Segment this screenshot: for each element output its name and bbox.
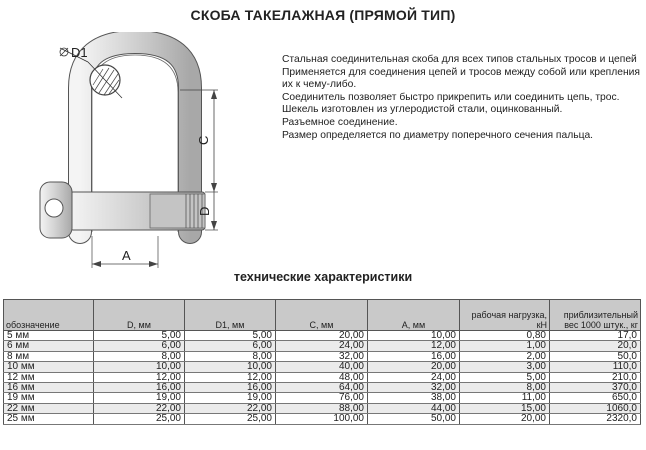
table-cell: 5,00	[185, 331, 276, 341]
table-cell: 38,00	[368, 393, 460, 403]
table-cell: 25,00	[185, 414, 276, 424]
label-a: A	[122, 248, 131, 263]
page-title: СКОБА ТАКЕЛАЖНАЯ (ПРЯМОЙ ТИП)	[190, 7, 456, 23]
table-cell: 16,00	[94, 383, 185, 393]
col-weight: приблизительный вес 1000 штук., кг	[550, 300, 641, 331]
description-line: Стальная соединительная скоба для всех типов стальных тросов и цепей	[282, 54, 637, 65]
label-c: C	[196, 135, 211, 145]
table-cell: 100,00	[276, 414, 368, 424]
table-row	[4, 372, 641, 382]
table-cell: 32,00	[368, 383, 460, 393]
table-cell: 12 мм	[4, 372, 94, 382]
table-title: технические характеристики	[233, 270, 413, 284]
table-cell: 110,0	[550, 362, 641, 372]
table-cell: 12,00	[368, 341, 460, 351]
description-line: Шекель изготовлен из углеродистой стали, оцинкованный.	[282, 104, 563, 116]
pin-eye	[45, 199, 63, 217]
col-working-load: рабочая нагрузка, кН	[460, 300, 550, 331]
table-row	[4, 383, 641, 393]
table-cell: 25 мм	[4, 414, 94, 424]
table-cell: 5 мм	[4, 331, 94, 341]
col-designation: обозначение	[4, 300, 94, 331]
table-cell: 20,00	[460, 414, 550, 424]
table-cell: 76,00	[276, 393, 368, 403]
table-cell: 2320,0	[550, 414, 641, 424]
table-cell: 10 мм	[4, 362, 94, 372]
table-cell: 22,00	[94, 403, 185, 413]
table-row	[4, 403, 641, 413]
table-cell: 1,00	[460, 341, 550, 351]
table-cell: 19,00	[185, 393, 276, 403]
table-cell: 6,00	[185, 341, 276, 351]
table-cell: 22 мм	[4, 403, 94, 413]
col-d: D, мм	[94, 300, 185, 331]
table-cell: 3,00	[460, 362, 550, 372]
table-cell: 15,00	[460, 403, 550, 413]
table-row	[4, 393, 641, 403]
table-cell: 40,00	[276, 362, 368, 372]
table-cell: 17,0	[550, 331, 641, 341]
description-line: Применяется для соединения цепей и тросов между собой или крепления их к чему-либо.	[282, 66, 640, 91]
table-cell: 10,00	[94, 362, 185, 372]
table-cell: 650,0	[550, 393, 641, 403]
table-cell: 19,00	[94, 393, 185, 403]
table-row	[4, 341, 641, 351]
table-cell: 12,00	[185, 372, 276, 382]
table-cell: 19 мм	[4, 393, 94, 403]
table-cell: 22,00	[185, 403, 276, 413]
specs-table	[3, 299, 641, 425]
table-cell: 16,00	[185, 383, 276, 393]
table-cell: 25,00	[94, 414, 185, 424]
label-d1: D1	[71, 45, 88, 60]
table-cell: 32,00	[276, 351, 368, 361]
table-cell: 88,00	[276, 403, 368, 413]
table-cell: 6 мм	[4, 341, 94, 351]
table-cell: 6,00	[94, 341, 185, 351]
col-d1: D1, мм	[185, 300, 276, 331]
table-cell: 10,00	[368, 331, 460, 341]
table-cell: 8 мм	[4, 351, 94, 361]
table-cell: 24,00	[276, 341, 368, 351]
description-line: Размер определяется по диаметру поперечного сечения пальца.	[282, 129, 594, 141]
description-line: Разъемное соединение.	[282, 116, 398, 128]
table-cell: 20,00	[368, 362, 460, 372]
table-cell: 64,00	[276, 383, 368, 393]
table-cell: 11,00	[460, 393, 550, 403]
table-cell: 8,00	[185, 351, 276, 361]
table-cell: 48,00	[276, 372, 368, 382]
table-cell: 2,00	[460, 351, 550, 361]
table-cell: 8,00	[460, 383, 550, 393]
shackle-diagram	[0, 32, 270, 282]
table-cell: 5,00	[94, 331, 185, 341]
table-cell: 24,00	[368, 372, 460, 382]
table-cell: 8,00	[94, 351, 185, 361]
table-row	[4, 414, 641, 424]
table-cell: 210,0	[550, 372, 641, 382]
table-cell: 370,0	[550, 383, 641, 393]
table-cell: 16,00	[368, 351, 460, 361]
table-cell: 20,0	[550, 341, 641, 351]
table-cell: 50,0	[550, 351, 641, 361]
table-header-row	[4, 300, 641, 331]
description-line: Соединитель позволяет быстро прикрепить или соединить цепь, трос.	[282, 91, 620, 103]
table-cell: 0,80	[460, 331, 550, 341]
table-cell: 10,00	[185, 362, 276, 372]
table-row	[4, 362, 641, 372]
table-cell: 1060,0	[550, 403, 641, 413]
col-c: C, мм	[276, 300, 368, 331]
table-row	[4, 351, 641, 361]
table-cell: 44,00	[368, 403, 460, 413]
table-cell: 5,00	[460, 372, 550, 382]
table-cell: 12,00	[94, 372, 185, 382]
table-cell: 50,00	[368, 414, 460, 424]
label-d: D	[197, 206, 212, 216]
table-row	[4, 331, 641, 341]
description	[282, 54, 640, 142]
table-cell: 16 мм	[4, 383, 94, 393]
col-a: A, мм	[368, 300, 460, 331]
table-cell: 20,00	[276, 331, 368, 341]
